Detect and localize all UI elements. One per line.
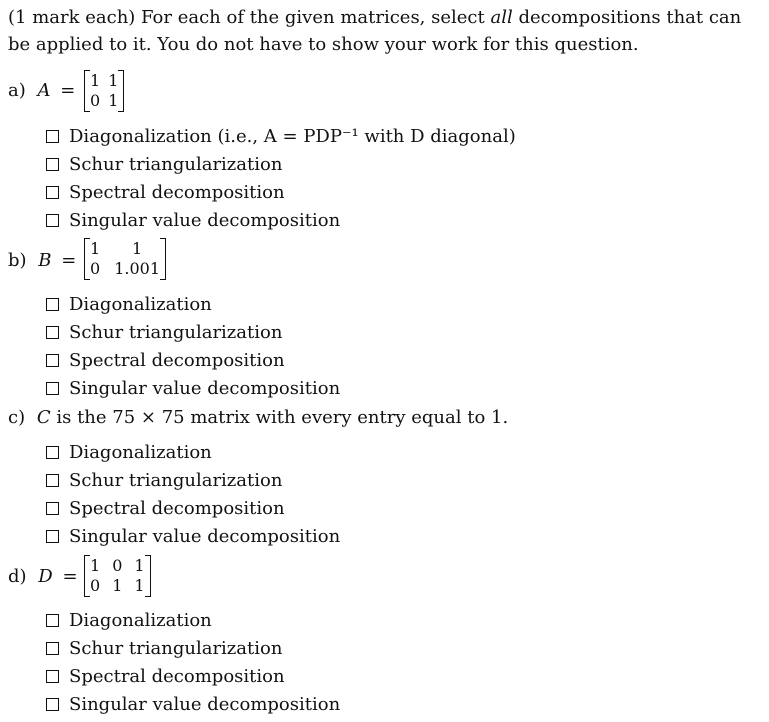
instructions-text-start: (1 mark each) For each of the given matrices, select bbox=[8, 7, 491, 28]
instructions-emphasis: all bbox=[490, 7, 513, 28]
option-b-spectral[interactable] bbox=[46, 346, 340, 374]
question-instructions bbox=[8, 4, 764, 58]
part-c-label bbox=[8, 407, 508, 428]
checkbox-icon[interactable] bbox=[46, 130, 59, 143]
checkbox-icon[interactable] bbox=[46, 354, 59, 367]
option-label: Diagonalization bbox=[69, 293, 212, 315]
checkbox-icon[interactable] bbox=[46, 186, 59, 199]
part-c-symbol: C bbox=[36, 407, 51, 428]
part-d-options bbox=[46, 606, 340, 718]
option-label: Diagonalization bbox=[69, 441, 212, 463]
checkbox-icon[interactable] bbox=[46, 642, 59, 655]
option-label: Diagonalization (i.e., A = PDP⁻¹ with D diagonal) bbox=[69, 125, 516, 147]
checkbox-icon[interactable] bbox=[46, 474, 59, 487]
option-c-schur[interactable] bbox=[46, 466, 340, 494]
part-d-equals: = bbox=[62, 566, 78, 587]
part-d-symbol: D bbox=[38, 566, 53, 587]
option-a-svd[interactable] bbox=[46, 206, 516, 234]
instructions-text-end: decompositions that can be applied to it. You do not have to show your work for this question. bbox=[8, 7, 742, 55]
part-c-letter: c) bbox=[8, 407, 26, 428]
part-a-symbol: A bbox=[37, 80, 51, 101]
option-label: Diagonalization bbox=[69, 609, 212, 631]
matrix-a-entry: 1 bbox=[108, 91, 119, 110]
option-d-spectral[interactable] bbox=[46, 662, 340, 690]
option-d-svd[interactable] bbox=[46, 690, 340, 718]
matrix-d bbox=[84, 555, 151, 597]
matrix-a bbox=[84, 70, 124, 112]
matrix-d-entry: 0 bbox=[112, 556, 123, 575]
option-label: Spectral decomposition bbox=[69, 665, 285, 687]
matrix-b-entry: 1.001 bbox=[114, 259, 160, 278]
matrix-a-entry: 0 bbox=[90, 91, 101, 110]
matrix-d-entry: 1 bbox=[112, 576, 123, 595]
option-b-diagonalization[interactable] bbox=[46, 290, 340, 318]
option-label: Spectral decomposition bbox=[69, 349, 285, 371]
matrix-b-entry: 1 bbox=[132, 239, 143, 258]
part-b-options bbox=[46, 290, 340, 402]
option-b-schur[interactable] bbox=[46, 318, 340, 346]
matrix-a-entry: 1 bbox=[90, 71, 101, 90]
option-d-schur[interactable] bbox=[46, 634, 340, 662]
checkbox-icon[interactable] bbox=[46, 446, 59, 459]
part-d-letter: d) bbox=[8, 566, 27, 587]
option-d-diagonalization[interactable] bbox=[46, 606, 340, 634]
option-b-svd[interactable] bbox=[46, 374, 340, 402]
option-a-spectral[interactable] bbox=[46, 178, 516, 206]
part-a-options bbox=[46, 122, 516, 234]
checkbox-icon[interactable] bbox=[46, 670, 59, 683]
checkbox-icon[interactable] bbox=[46, 382, 59, 395]
option-label: Spectral decomposition bbox=[69, 497, 285, 519]
part-b-letter: b) bbox=[8, 250, 27, 271]
option-label: Schur triangularization bbox=[69, 637, 283, 659]
matrix-d-entry: 1 bbox=[134, 576, 145, 595]
option-label: Schur triangularization bbox=[69, 321, 283, 343]
matrix-d-entry: 0 bbox=[90, 576, 101, 595]
checkbox-icon[interactable] bbox=[46, 502, 59, 515]
option-label: Singular value decomposition bbox=[69, 377, 341, 399]
option-a-schur[interactable] bbox=[46, 150, 516, 178]
option-c-diagonalization[interactable] bbox=[46, 438, 340, 466]
part-d-label bbox=[8, 566, 78, 587]
checkbox-icon[interactable] bbox=[46, 698, 59, 711]
option-label: Singular value decomposition bbox=[69, 525, 341, 547]
part-b-equals: = bbox=[61, 250, 77, 271]
option-a-diagonalization[interactable] bbox=[46, 122, 516, 150]
matrix-b bbox=[84, 238, 166, 280]
checkbox-icon[interactable] bbox=[46, 326, 59, 339]
option-c-spectral[interactable] bbox=[46, 494, 340, 522]
part-a-label bbox=[8, 80, 75, 101]
part-a-letter: a) bbox=[8, 80, 26, 101]
part-a-equals: = bbox=[60, 80, 76, 101]
option-label: Spectral decomposition bbox=[69, 181, 285, 203]
matrix-d-entry: 1 bbox=[134, 556, 145, 575]
checkbox-icon[interactable] bbox=[46, 214, 59, 227]
option-label: Schur triangularization bbox=[69, 469, 283, 491]
checkbox-icon[interactable] bbox=[46, 158, 59, 171]
matrix-b-entry: 1 bbox=[90, 239, 101, 258]
matrix-a-entry: 1 bbox=[108, 71, 119, 90]
option-label: Singular value decomposition bbox=[69, 693, 341, 715]
part-b-symbol: B bbox=[38, 250, 52, 271]
option-c-svd[interactable] bbox=[46, 522, 340, 550]
part-c-options bbox=[46, 438, 340, 550]
checkbox-icon[interactable] bbox=[46, 530, 59, 543]
option-label: Singular value decomposition bbox=[69, 209, 341, 231]
matrix-b-entry: 0 bbox=[90, 259, 101, 278]
part-c-description: is the 75 × 75 matrix with every entry equal to 1. bbox=[50, 407, 509, 428]
option-label: Schur triangularization bbox=[69, 153, 283, 175]
checkbox-icon[interactable] bbox=[46, 298, 59, 311]
matrix-d-entry: 1 bbox=[90, 556, 101, 575]
part-b-label bbox=[8, 250, 76, 271]
checkbox-icon[interactable] bbox=[46, 614, 59, 627]
